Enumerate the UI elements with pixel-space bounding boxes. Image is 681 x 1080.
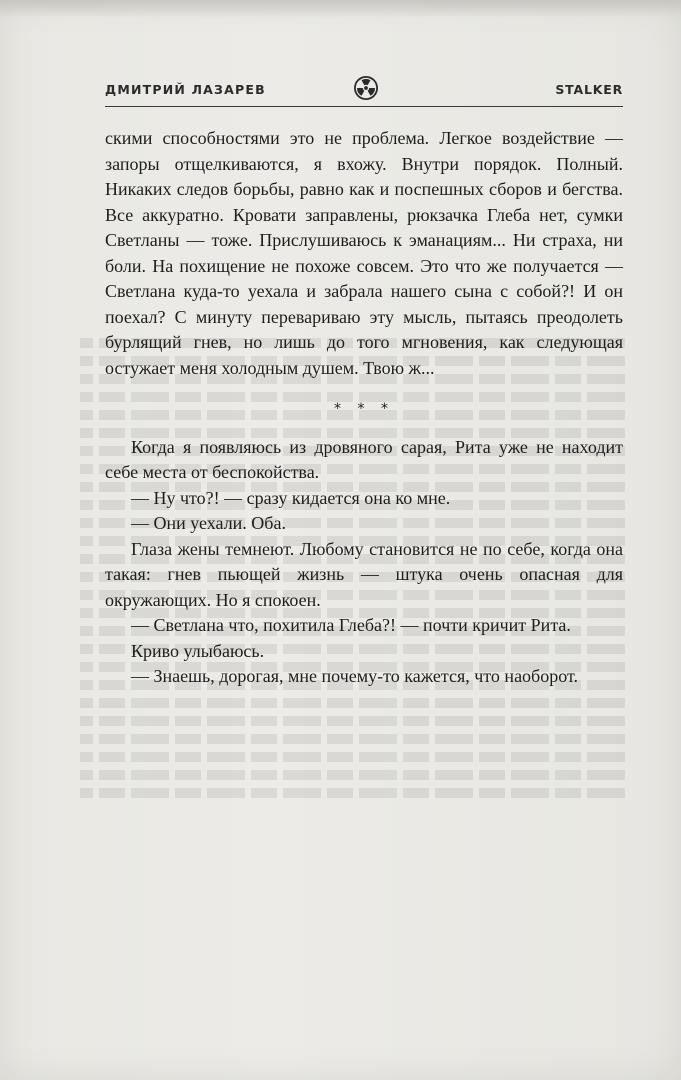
dialogue-line: — Светлана что, похитила Глеба?! — почти кричит Рита. <box>131 615 571 635</box>
author-name: ДМИТРИЙ ЛАЗАРЕВ <box>105 82 266 97</box>
paragraph: скими способностями это не проблема. Легкое воздействие — запоры отщелкиваются, я вхожу. Внутри порядок. Полный. Никаких следов борьбы, равно как и поспешных сборов и бегства. Все аккуратно. Кровати заправлены, рюкзачка Глеба нет, сумки Светланы — тоже. Прислушиваюсь к эманациям... Ни страха, ни боли. На похищение не похоже совсем. Это что же получается — Светлана куда-то уехала и забрала нашего сына с собой?! И он поехал? С минуту перевариваю эту мысль, пытаясь преодолеть бурлящий гнев, но лишь до того мгновения, как следующая остужает меня холодным душем. Твою ж... <box>105 128 623 378</box>
dialogue-line: — Знаешь, дорогая, мне почему-то кажется, что наоборот. <box>131 666 578 686</box>
page-edge-shadow <box>0 0 681 18</box>
paragraph: Когда я появляюсь из дровяного сарая, Рита уже не находит себе места от беспокойства. <box>105 436 623 482</box>
header-rule <box>105 106 623 107</box>
paragraph: Криво улыбаюсь. <box>131 640 265 661</box>
section-break: * * * <box>334 401 394 417</box>
radiation-trefoil-icon <box>353 75 379 101</box>
paragraph: Глаза жены темнеют. Любому становится не по себе, когда она такая: гнев пьющей жизнь — штука очень опасная для окружающих. Но я спокоен. <box>105 538 623 610</box>
dialogue-line: — Ну что?! — сразу кидается она ко мне. <box>131 487 451 508</box>
series-title: STALKER <box>555 82 623 97</box>
running-header <box>105 80 623 102</box>
body-text <box>105 126 623 690</box>
dialogue-line: — Они уехали. Оба. <box>131 513 286 533</box>
